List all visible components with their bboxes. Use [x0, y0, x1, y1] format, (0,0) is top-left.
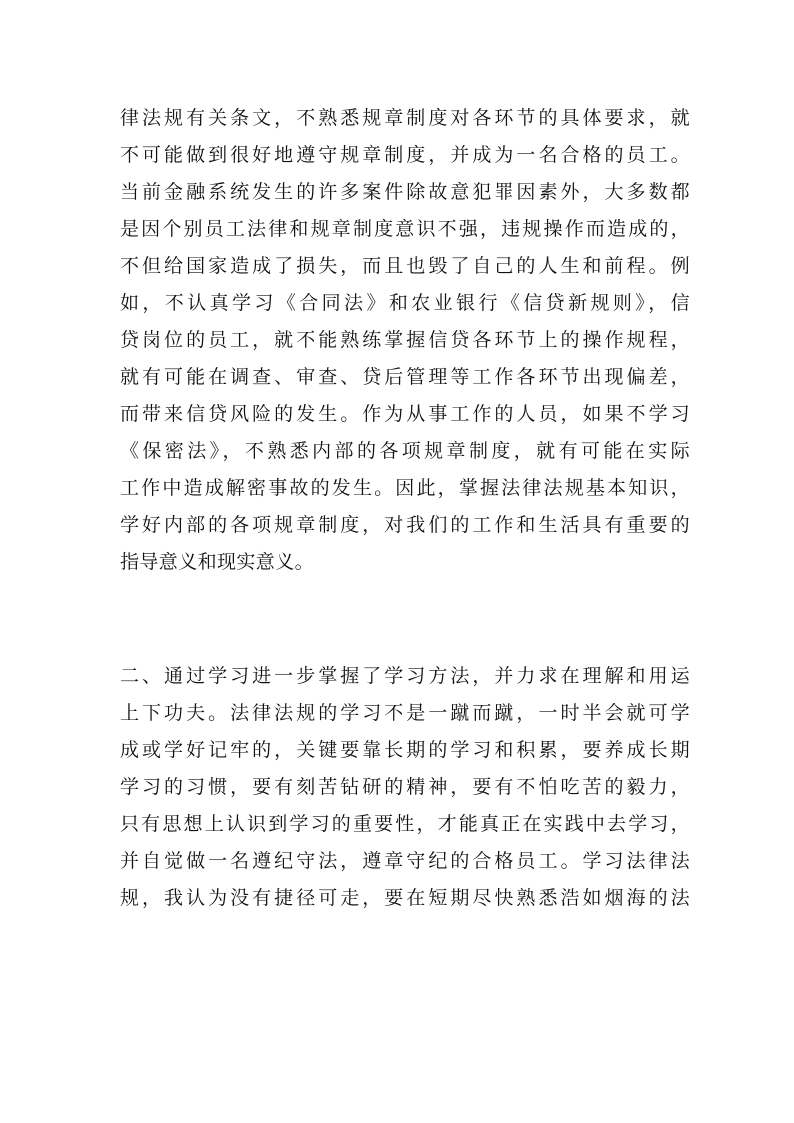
text-line: 当前金融系统发生的许多案件除故意犯罪因素外，大多数都 — [120, 181, 690, 203]
text-line: 并自觉做一名遵纪守法，遵章守纪的合格员工。学习法律法 — [120, 850, 690, 872]
text-line: 而带来信贷风险的发生。作为从事工作的人员，如果不学习 — [120, 403, 690, 425]
text-line: 贷岗位的员工，就不能熟练掌握信贷各环节上的操作规程， — [120, 329, 690, 351]
text-line: 成或学好记牢的，关键要靠长期的学习和积累，要养成长期 — [120, 739, 690, 761]
text-line: 律法规有关条文，不熟悉规章制度对各环节的具体要求，就 — [120, 107, 690, 129]
paragraph-2 — [120, 658, 690, 917]
text-line: 不但给国家造成了损失，而且也毁了自己的人生和前程。例 — [120, 255, 690, 277]
text-line: 只有思想上认识到学习的重要性，才能真正在实践中去学习， — [120, 813, 690, 835]
text-line: 二、通过学习进一步掌握了学习方法，并力求在理解和用运 — [120, 665, 690, 687]
text-line: 就有可能在调查、审查、贷后管理等工作各环节出现偏差， — [120, 366, 690, 388]
text-line: 上下功夫。法律法规的学习不是一蹴而蹴，一时半会就可学 — [120, 702, 690, 724]
text-line: 《保密法》，不熟悉内部的各项规章制度，就有可能在实际 — [120, 440, 690, 462]
text-line: 如，不认真学习《合同法》和农业银行《信贷新规则》，信 — [120, 292, 690, 314]
paragraph-1 — [120, 100, 690, 581]
text-line: 学习的习惯，要有刻苦钻研的精神，要有不怕吃苦的毅力， — [120, 776, 690, 798]
text-line: 不可能做到很好地遵守规章制度，并成为一名合格的员工。 — [120, 144, 690, 166]
text-line: 是因个别员工法律和规章制度意识不强，违规操作而造成的， — [120, 218, 690, 240]
text-line: 工作中造成解密事故的发生。因此，掌握法律法规基本知识， — [120, 477, 690, 499]
text-line: 学好内部的各项规章制度，对我们的工作和生活具有重要的 — [120, 514, 690, 536]
text-line: 规，我认为没有捷径可走，要在短期尽快熟悉浩如烟海的法 — [120, 887, 690, 909]
text-line: 指导意义和现实意义。 — [120, 551, 315, 573]
